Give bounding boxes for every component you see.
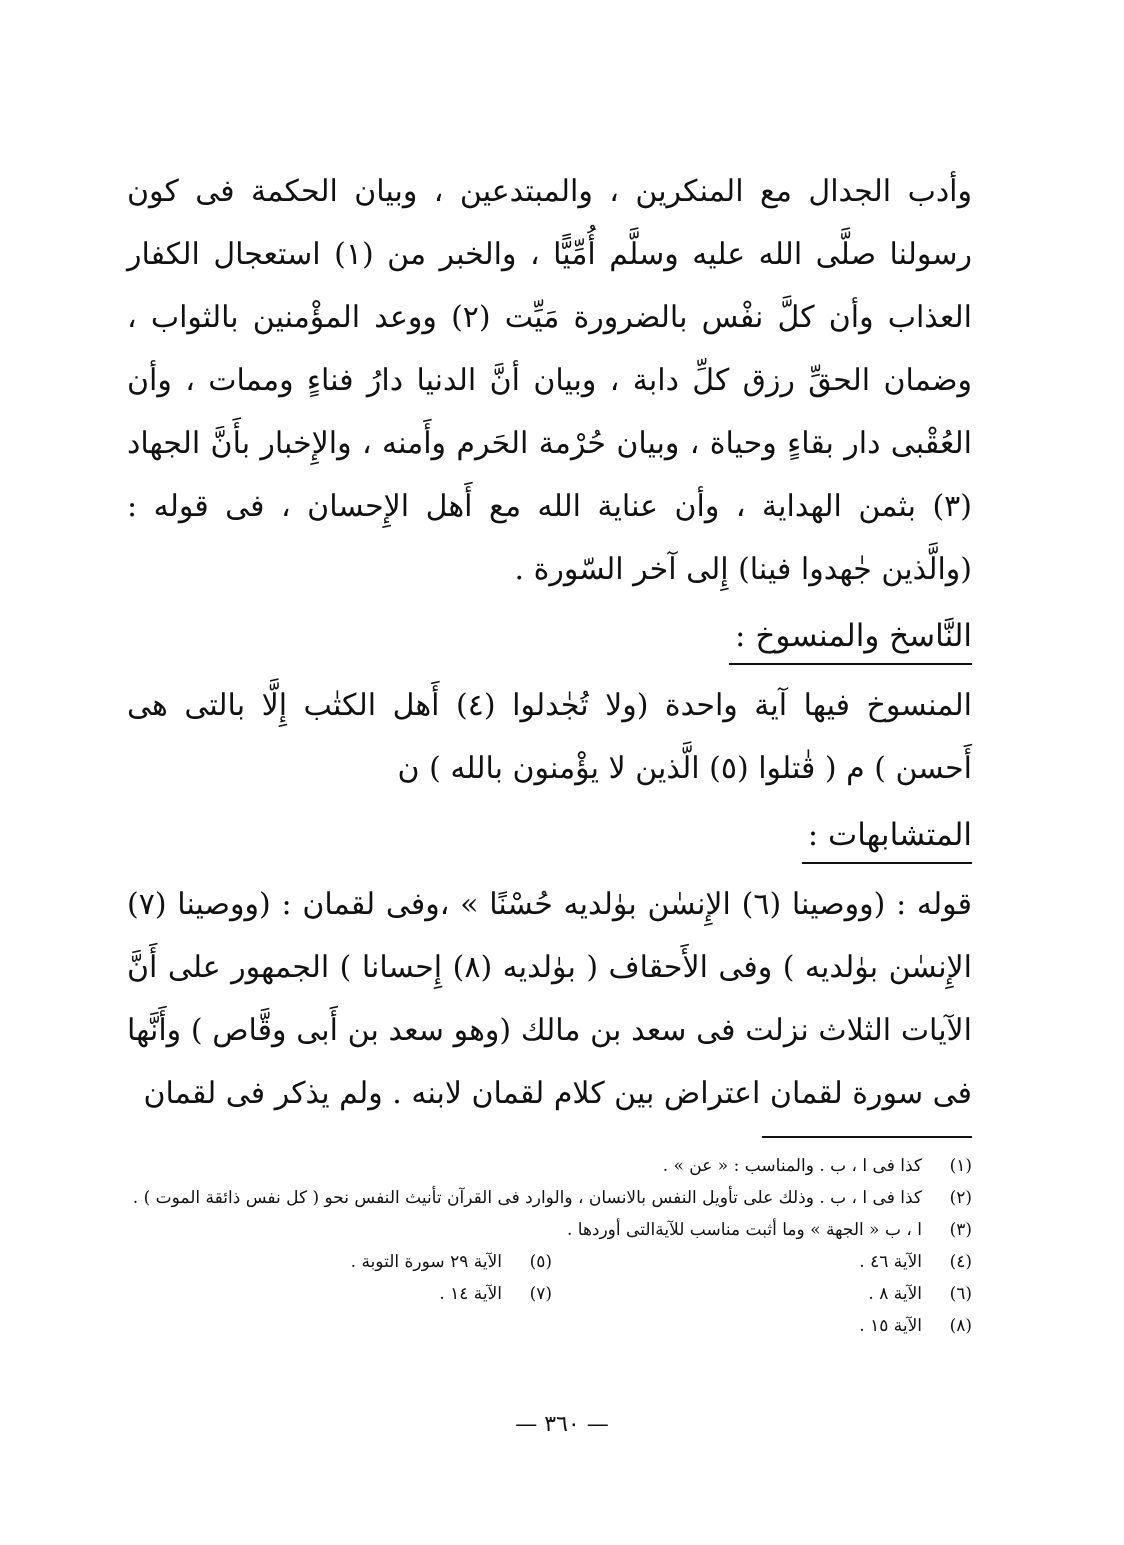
footnote-number: (٧) <box>529 1284 552 1304</box>
heading-wrap-mutashabihat <box>127 804 972 867</box>
paragraph-surah-topics: وأدب الجدال مع المنكرين ، والمبتدعين ، وبيان الحكمة فى كون رسولنا صلَّى الله عليه وسلَّم أُمِّيًّا ، والخبر من (١) استعجال الكفار العذاب وأن كلَّ نفْس بالضرورة مَيِّت (٢) ووعد المؤْمنين بالثواب ، وضمان الحقِّ رزق كلِّ دابة ، وبيان أنَّ الدنيا دارُ فناءٍ وممات ، وأن العُقْبى دار بقاءٍ وحياة ، وبيان حُرْمة الحَرم وأَمنه ، والإِخبار بأَنَّ الجهاد (٣) بثمن الهداية ، وأن عناية الله مع أَهل الإِحسان ، فى قوله : (والَّذين جٰهدوا فينا) إِلى آخر السّورة . <box>127 174 972 587</box>
footnote-text: كذا فى ا ، ب . والمناسب : « عن » . <box>662 1156 922 1176</box>
footnote-6 <box>552 1278 972 1310</box>
footnote-text: الآية ١٤ . <box>439 1284 502 1304</box>
footnotes <box>127 1150 972 1342</box>
footnote-text: الآية ٤٦ . <box>859 1252 922 1272</box>
footnote-number: (٦) <box>949 1284 972 1304</box>
footnote-8 <box>127 1310 972 1342</box>
footnote-1 <box>127 1150 972 1182</box>
footnote-text: الآية ١٥ . <box>859 1316 922 1336</box>
footnote-number: (٣) <box>949 1220 972 1240</box>
footnote-number: (٢) <box>949 1188 972 1208</box>
footnote-2 <box>127 1182 972 1214</box>
heading-wrap-naskh <box>127 605 972 668</box>
footnote-text: الآية ٢٩ سورة التوبة . <box>350 1252 502 1272</box>
footnote-7 <box>132 1278 552 1310</box>
main-text <box>127 160 972 1125</box>
footnote-text: الآية ٨ . <box>868 1284 922 1304</box>
footnote-number: (٥) <box>529 1252 552 1272</box>
paragraph-mutashabihat: قوله : (ووصينا (٦) الإِنسٰن بوٰلديه حُسْنًا » ،وفى لقمان : (ووصينا (٧) الإِنسٰن بوٰلديه ) وفى الأَحقاف ( بوٰلديه (٨) إِحسانا ) الجمهور على أَنَّ الآيات الثلاث نزلت فى سعد بن مالك (وهو سعد بن أَبى وقَّاص ) وأَنَّها فى سورة لقمان اعتراض بين كلام لقمان لابنه . ولم يذكر فى لقمان <box>127 887 972 1111</box>
paragraph-mansukh: المنسوخ فيها آية واحدة (ولا تُجٰدلوا (٤) أَهل الكتٰب إِلَّا بالتى هى أَحسن ) م ( قٰتلوا (٥) الَّذين لا يؤْمنون بالله ) ن <box>127 688 972 786</box>
footnote-row-4-5 <box>127 1246 972 1278</box>
footnote-text: ا ، ب « الجهة » وما أثبت مناسب للآيةالتى أوردها . <box>566 1220 922 1240</box>
footnote-separator <box>762 1136 972 1138</box>
footnote-4 <box>552 1246 972 1278</box>
page-number: — ٣٦٠ — <box>515 1412 609 1437</box>
footnote-row-6-7 <box>127 1278 972 1310</box>
footnote-number: (١) <box>949 1156 972 1176</box>
footnote-3 <box>127 1214 972 1246</box>
footnote-number: (٨) <box>949 1316 972 1336</box>
footnote-number: (٤) <box>949 1252 972 1272</box>
footnote-5 <box>132 1246 552 1278</box>
footnote-text: كذا فى ا ، ب . وذلك على تأويل النفس بالانسان ، والوارد فى القرآن تأنيث النفس نحو ( كل نفس ذائقة الموت ) . <box>132 1188 922 1208</box>
heading-nasikh-mansukh: النَّاسخ والمنسوخ : <box>729 609 972 665</box>
heading-mutashabihat: المتشابهات : <box>802 808 972 864</box>
